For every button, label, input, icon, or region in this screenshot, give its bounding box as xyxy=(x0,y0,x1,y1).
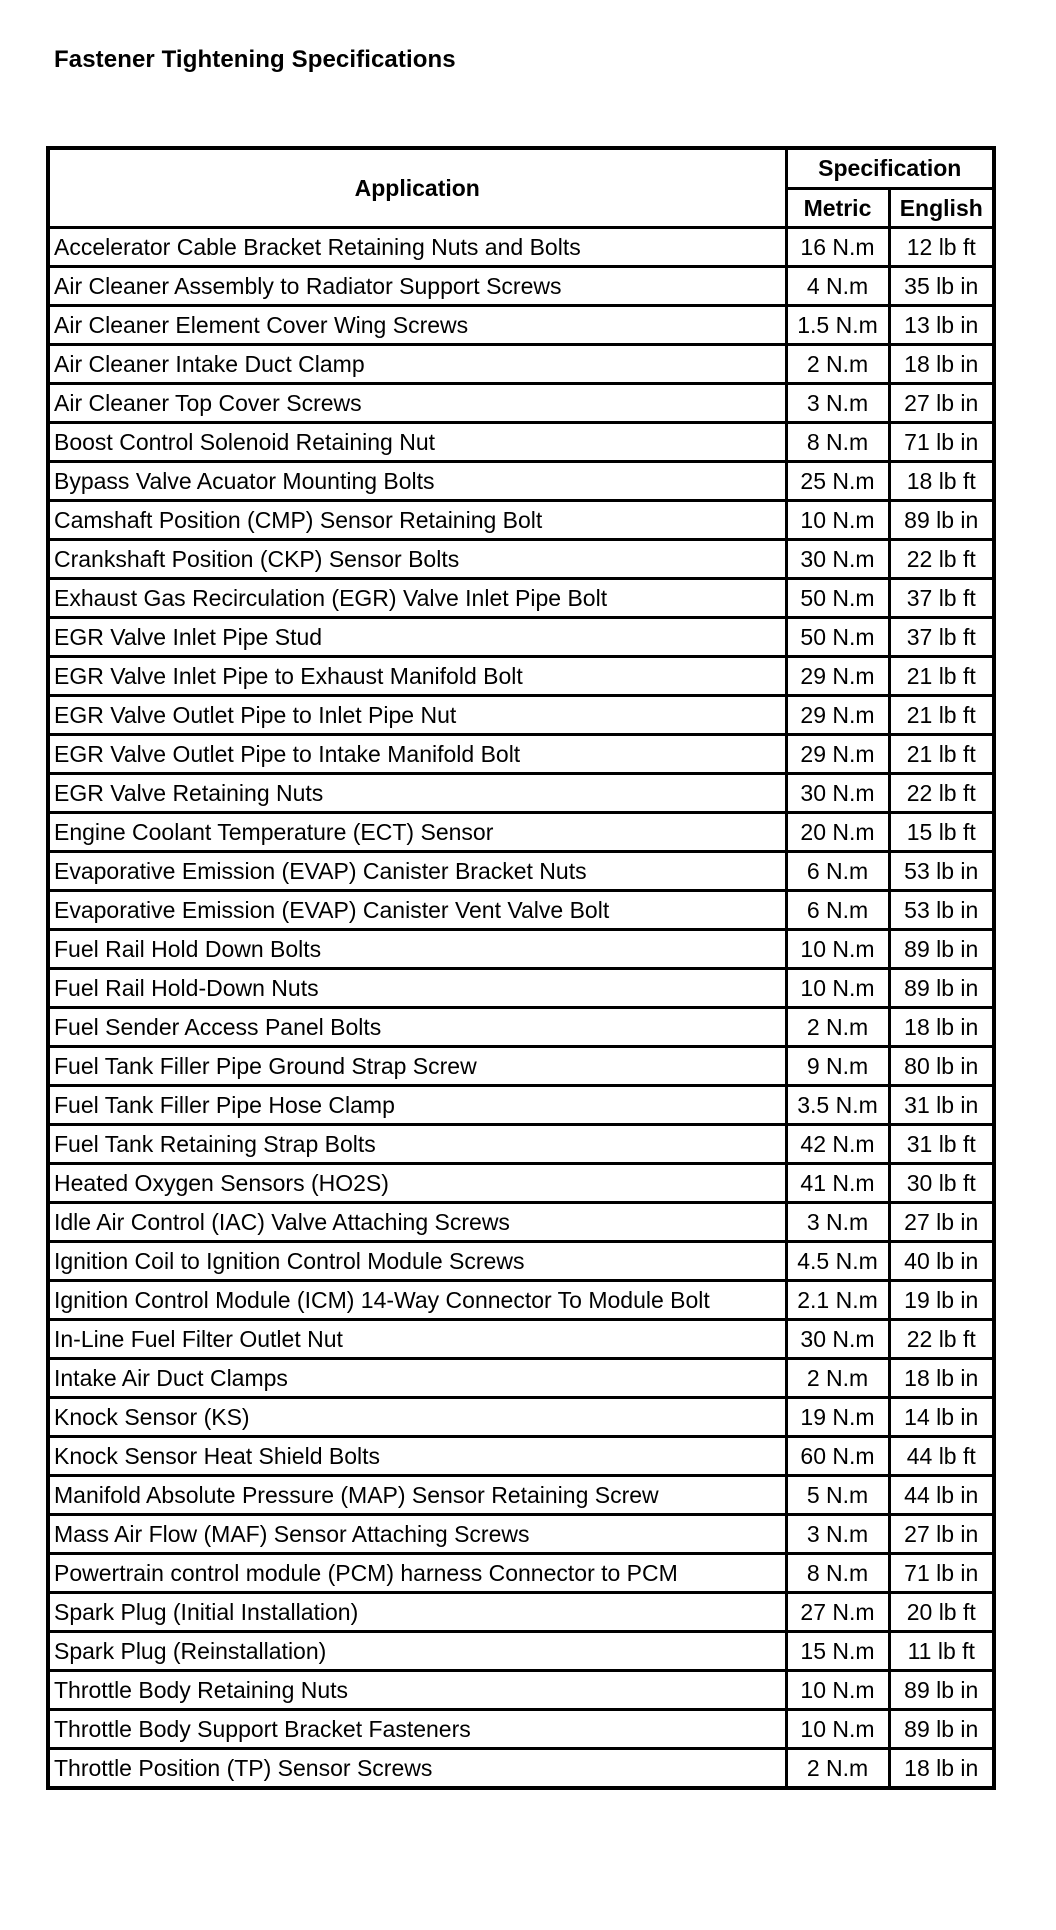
cell-english: 18 lb in xyxy=(889,1008,994,1047)
cell-metric: 3.5 N.m xyxy=(786,1086,889,1125)
cell-english: 44 lb ft xyxy=(889,1437,994,1476)
cell-application: Manifold Absolute Pressure (MAP) Sensor Retaining Screw xyxy=(48,1476,786,1515)
cell-metric: 2 N.m xyxy=(786,1359,889,1398)
cell-application: Exhaust Gas Recirculation (EGR) Valve Inlet Pipe Bolt xyxy=(48,579,786,618)
cell-metric: 4.5 N.m xyxy=(786,1242,889,1281)
table-row xyxy=(48,1515,994,1554)
cell-application: Air Cleaner Assembly to Radiator Support Screws xyxy=(48,267,786,306)
cell-metric: 10 N.m xyxy=(786,969,889,1008)
cell-application: Engine Coolant Temperature (ECT) Sensor xyxy=(48,813,786,852)
table-row xyxy=(48,1554,994,1593)
table-row xyxy=(48,1398,994,1437)
table-row xyxy=(48,345,994,384)
cell-application: Camshaft Position (CMP) Sensor Retaining Bolt xyxy=(48,501,786,540)
cell-application: Fuel Tank Retaining Strap Bolts xyxy=(48,1125,786,1164)
table-row xyxy=(48,267,994,306)
cell-application: Fuel Rail Hold Down Bolts xyxy=(48,930,786,969)
cell-metric: 6 N.m xyxy=(786,852,889,891)
cell-application: Fuel Tank Filler Pipe Hose Clamp xyxy=(48,1086,786,1125)
table-row xyxy=(48,1671,994,1710)
cell-application: Bypass Valve Acuator Mounting Bolts xyxy=(48,462,786,501)
table-row xyxy=(48,735,994,774)
cell-metric: 27 N.m xyxy=(786,1593,889,1632)
cell-application: Fuel Tank Filler Pipe Ground Strap Screw xyxy=(48,1047,786,1086)
table-row xyxy=(48,579,994,618)
table-row xyxy=(48,891,994,930)
cell-english: 89 lb in xyxy=(889,930,994,969)
cell-metric: 19 N.m xyxy=(786,1398,889,1437)
cell-metric: 29 N.m xyxy=(786,657,889,696)
cell-application: Heated Oxygen Sensors (HO2S) xyxy=(48,1164,786,1203)
table-row xyxy=(48,1086,994,1125)
cell-metric: 50 N.m xyxy=(786,579,889,618)
cell-metric: 10 N.m xyxy=(786,501,889,540)
cell-application: Idle Air Control (IAC) Valve Attaching Screws xyxy=(48,1203,786,1242)
cell-english: 20 lb ft xyxy=(889,1593,994,1632)
specification-table xyxy=(46,146,996,1790)
cell-application: EGR Valve Inlet Pipe Stud xyxy=(48,618,786,657)
table-row xyxy=(48,774,994,813)
cell-english: 13 lb in xyxy=(889,306,994,345)
table-row xyxy=(48,423,994,462)
cell-english: 22 lb ft xyxy=(889,540,994,579)
cell-application: Mass Air Flow (MAF) Sensor Attaching Screws xyxy=(48,1515,786,1554)
table-row xyxy=(48,1749,994,1789)
cell-metric: 30 N.m xyxy=(786,540,889,579)
cell-english: 18 lb ft xyxy=(889,462,994,501)
cell-english: 80 lb in xyxy=(889,1047,994,1086)
column-header-specification: Specification xyxy=(786,148,994,189)
cell-english: 31 lb in xyxy=(889,1086,994,1125)
cell-application: Spark Plug (Initial Installation) xyxy=(48,1593,786,1632)
cell-english: 18 lb in xyxy=(889,1749,994,1789)
table-row xyxy=(48,1281,994,1320)
cell-english: 27 lb in xyxy=(889,1515,994,1554)
cell-application: Evaporative Emission (EVAP) Canister Bracket Nuts xyxy=(48,852,786,891)
table-row xyxy=(48,1710,994,1749)
table-row xyxy=(48,930,994,969)
table-row xyxy=(48,501,994,540)
cell-application: Air Cleaner Element Cover Wing Screws xyxy=(48,306,786,345)
cell-application: Boost Control Solenoid Retaining Nut xyxy=(48,423,786,462)
cell-application: Intake Air Duct Clamps xyxy=(48,1359,786,1398)
cell-english: 22 lb ft xyxy=(889,774,994,813)
cell-metric: 3 N.m xyxy=(786,384,889,423)
table-body xyxy=(48,228,994,1789)
cell-english: 27 lb in xyxy=(889,1203,994,1242)
table-row xyxy=(48,1320,994,1359)
cell-english: 11 lb ft xyxy=(889,1632,994,1671)
cell-english: 12 lb ft xyxy=(889,228,994,267)
cell-application: Fuel Sender Access Panel Bolts xyxy=(48,1008,786,1047)
cell-application: Air Cleaner Top Cover Screws xyxy=(48,384,786,423)
cell-metric: 5 N.m xyxy=(786,1476,889,1515)
cell-metric: 1.5 N.m xyxy=(786,306,889,345)
cell-metric: 6 N.m xyxy=(786,891,889,930)
cell-metric: 20 N.m xyxy=(786,813,889,852)
table-row xyxy=(48,696,994,735)
cell-metric: 2.1 N.m xyxy=(786,1281,889,1320)
cell-metric: 16 N.m xyxy=(786,228,889,267)
cell-application: Ignition Coil to Ignition Control Module Screws xyxy=(48,1242,786,1281)
cell-application: Accelerator Cable Bracket Retaining Nuts and Bolts xyxy=(48,228,786,267)
cell-english: 89 lb in xyxy=(889,1710,994,1749)
cell-metric: 30 N.m xyxy=(786,774,889,813)
cell-english: 18 lb in xyxy=(889,1359,994,1398)
column-header-english: English xyxy=(889,189,994,228)
table-row xyxy=(48,1242,994,1281)
column-header-metric: Metric xyxy=(786,189,889,228)
cell-metric: 8 N.m xyxy=(786,423,889,462)
table-row xyxy=(48,462,994,501)
cell-english: 53 lb in xyxy=(889,891,994,930)
table-row xyxy=(48,1437,994,1476)
table-row xyxy=(48,1203,994,1242)
cell-english: 18 lb in xyxy=(889,345,994,384)
table-header xyxy=(48,148,994,228)
cell-application: Fuel Rail Hold-Down Nuts xyxy=(48,969,786,1008)
cell-application: EGR Valve Inlet Pipe to Exhaust Manifold Bolt xyxy=(48,657,786,696)
cell-application: EGR Valve Outlet Pipe to Intake Manifold Bolt xyxy=(48,735,786,774)
table-row xyxy=(48,1476,994,1515)
cell-metric: 4 N.m xyxy=(786,267,889,306)
cell-metric: 2 N.m xyxy=(786,1008,889,1047)
cell-application: Powertrain control module (PCM) harness Connector to PCM xyxy=(48,1554,786,1593)
table-row xyxy=(48,1008,994,1047)
cell-english: 21 lb ft xyxy=(889,657,994,696)
cell-english: 27 lb in xyxy=(889,384,994,423)
cell-application: Knock Sensor (KS) xyxy=(48,1398,786,1437)
cell-application: Spark Plug (Reinstallation) xyxy=(48,1632,786,1671)
cell-english: 22 lb ft xyxy=(889,1320,994,1359)
table-row xyxy=(48,618,994,657)
page-title: Fastener Tightening Specifications xyxy=(54,46,456,73)
cell-english: 21 lb ft xyxy=(889,696,994,735)
cell-english: 40 lb in xyxy=(889,1242,994,1281)
cell-metric: 29 N.m xyxy=(786,696,889,735)
cell-english: 71 lb in xyxy=(889,1554,994,1593)
cell-english: 19 lb in xyxy=(889,1281,994,1320)
cell-english: 35 lb in xyxy=(889,267,994,306)
cell-metric: 60 N.m xyxy=(786,1437,889,1476)
cell-english: 53 lb in xyxy=(889,852,994,891)
cell-english: 71 lb in xyxy=(889,423,994,462)
cell-application: Air Cleaner Intake Duct Clamp xyxy=(48,345,786,384)
table-row xyxy=(48,384,994,423)
cell-application: In-Line Fuel Filter Outlet Nut xyxy=(48,1320,786,1359)
cell-application: Throttle Body Support Bracket Fasteners xyxy=(48,1710,786,1749)
cell-english: 15 lb ft xyxy=(889,813,994,852)
cell-metric: 8 N.m xyxy=(786,1554,889,1593)
cell-application: Throttle Body Retaining Nuts xyxy=(48,1671,786,1710)
table-row xyxy=(48,306,994,345)
cell-metric: 10 N.m xyxy=(786,1710,889,1749)
cell-english: 89 lb in xyxy=(889,1671,994,1710)
cell-application: Evaporative Emission (EVAP) Canister Vent Valve Bolt xyxy=(48,891,786,930)
table-row xyxy=(48,813,994,852)
table-row xyxy=(48,228,994,267)
table-row xyxy=(48,1047,994,1086)
table-row xyxy=(48,1125,994,1164)
cell-metric: 15 N.m xyxy=(786,1632,889,1671)
table-row xyxy=(48,1632,994,1671)
cell-metric: 2 N.m xyxy=(786,1749,889,1789)
cell-application: Knock Sensor Heat Shield Bolts xyxy=(48,1437,786,1476)
table-row xyxy=(48,657,994,696)
cell-english: 37 lb ft xyxy=(889,618,994,657)
cell-metric: 42 N.m xyxy=(786,1125,889,1164)
table-row xyxy=(48,1593,994,1632)
column-header-application: Application xyxy=(48,148,786,228)
cell-metric: 10 N.m xyxy=(786,930,889,969)
table-row xyxy=(48,1359,994,1398)
cell-application: EGR Valve Outlet Pipe to Inlet Pipe Nut xyxy=(48,696,786,735)
cell-metric: 2 N.m xyxy=(786,345,889,384)
cell-metric: 10 N.m xyxy=(786,1671,889,1710)
cell-english: 30 lb ft xyxy=(889,1164,994,1203)
cell-metric: 3 N.m xyxy=(786,1515,889,1554)
cell-english: 14 lb in xyxy=(889,1398,994,1437)
cell-english: 89 lb in xyxy=(889,501,994,540)
cell-metric: 41 N.m xyxy=(786,1164,889,1203)
cell-metric: 50 N.m xyxy=(786,618,889,657)
cell-metric: 9 N.m xyxy=(786,1047,889,1086)
cell-application: EGR Valve Retaining Nuts xyxy=(48,774,786,813)
cell-application: Crankshaft Position (CKP) Sensor Bolts xyxy=(48,540,786,579)
table-row xyxy=(48,1164,994,1203)
cell-metric: 25 N.m xyxy=(786,462,889,501)
table-row xyxy=(48,969,994,1008)
table-row xyxy=(48,540,994,579)
cell-english: 37 lb ft xyxy=(889,579,994,618)
cell-application: Ignition Control Module (ICM) 14-Way Connector To Module Bolt xyxy=(48,1281,786,1320)
cell-metric: 30 N.m xyxy=(786,1320,889,1359)
cell-metric: 29 N.m xyxy=(786,735,889,774)
cell-english: 21 lb ft xyxy=(889,735,994,774)
cell-metric: 3 N.m xyxy=(786,1203,889,1242)
cell-english: 44 lb in xyxy=(889,1476,994,1515)
cell-english: 89 lb in xyxy=(889,969,994,1008)
cell-application: Throttle Position (TP) Sensor Screws xyxy=(48,1749,786,1789)
cell-english: 31 lb ft xyxy=(889,1125,994,1164)
table-row xyxy=(48,852,994,891)
